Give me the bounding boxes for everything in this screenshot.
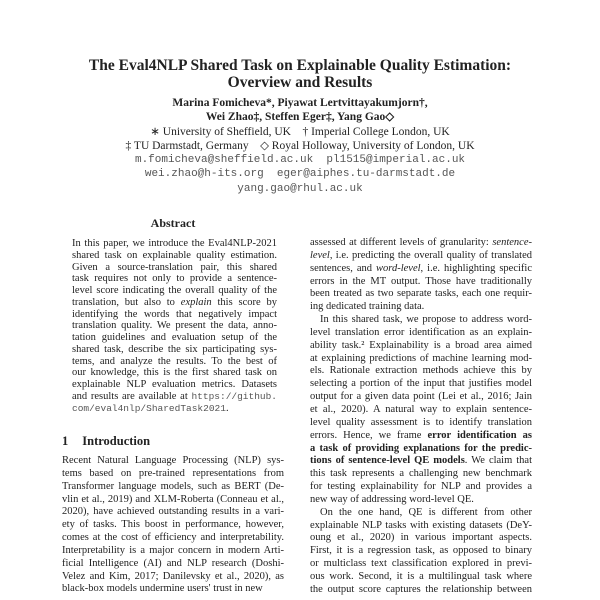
email-line: yang.gao@rhul.ac.uk: [237, 182, 363, 195]
text-line: els. Rationale extraction methods achieve this by: [310, 365, 532, 377]
text-line: black-box models undermine users' trust in new: [62, 583, 263, 595]
text-line: new way of addressing word-level QE.: [310, 493, 474, 505]
text-line: shared task, describe the six participating sys-: [72, 343, 277, 355]
text-line: a task of providing explanations for the predic-: [310, 442, 532, 454]
text-line: ficial Intelligence (AI) and NLP research (Doshi-: [62, 557, 284, 569]
text-line: the output score captures the relationship between: [310, 583, 532, 595]
text-line: errors. Hence, we frame error identification as: [310, 429, 532, 441]
text-line: In this paper, we introduce the Eval4NLP-2021: [72, 238, 277, 249]
text-line: level, i.e. predicting the overall quality of translated: [310, 249, 532, 261]
right-column-body: [310, 237, 532, 597]
authors-line: Marina Fomicheva*, Piyawat Lertvittayakumjorn†,: [172, 97, 428, 109]
text-line: tems based on pre-trained representations from: [62, 467, 284, 479]
text-line: errors in the MT output. Those have traditionally: [310, 275, 532, 287]
section-heading: [62, 434, 164, 448]
text-line: Given a source-translation pair, this shared: [72, 261, 277, 273]
text-line: Velez and Kim, 2017; Danilevsky et al., 2020), as: [62, 570, 284, 582]
text-line: ety of tasks. This boost in performance, however,: [62, 519, 284, 531]
text-line: and results are available at https://github.: [72, 390, 277, 402]
text-line: translation quality. We present the data, anno-: [72, 320, 277, 332]
text-line: assessed at different levels of granularity: sentence-: [310, 237, 532, 248]
text-line: vlin et al., 2019) and XLM-Roberta (Conneau et al.,: [62, 493, 284, 505]
text-line: et al., 2020). A natural way to explain sentence-: [310, 403, 532, 415]
email-line: m.fomicheva@sheffield.ac.uk pl1515@imperial.ac.uk: [134, 154, 466, 167]
author-block: [0, 96, 600, 196]
text-line: for testing explainability for NLP and provides a: [310, 481, 532, 493]
email-line: wei.zhao@h-its.org eger@aiphes.tu-darmstadt.de: [144, 168, 456, 181]
text-line: level quality assessment is to identify translation: [310, 416, 532, 428]
text-line: translation, but also to explain this score by: [72, 296, 278, 308]
text-line: ing dedicated training data.: [310, 301, 425, 313]
text-line: selecting a portion of the input that justifies model: [310, 378, 532, 390]
text-line: level score indicating the overall quality of the: [72, 285, 277, 296]
text-line: oung et al., 2020) in various important aspects.: [310, 532, 532, 544]
text-line: this task represents a challenging new benchmark: [310, 468, 532, 480]
introduction-body: [62, 455, 284, 596]
affiliation-line: ∗ University of Sheffield, UK † Imperial College London, UK: [150, 125, 450, 138]
text-line: output for a given data point (Lei et al., 2016; Jain: [310, 391, 532, 403]
text-line: tation guidelines and evaluation setup of the: [72, 332, 277, 343]
text-line: shared task on explainable quality estimation.: [72, 249, 277, 261]
text-line: 2020), have achieved outstanding results in a vari-: [62, 506, 284, 518]
text-line: explainable NLP evaluation metrics. Datasets: [72, 379, 277, 390]
title-line: The Eval4NLP Shared Task on Explainable Quality Estimation:: [88, 57, 512, 74]
text-line: identifying the words that negatively impact: [72, 308, 277, 320]
section-title: Introduction: [82, 434, 151, 448]
authors-line: Wei Zhao‡, Steffen Eger‡, Yang Gao◇: [205, 111, 395, 124]
text-line: ability task.² Explainability is a broad area aimed: [310, 339, 532, 351]
text-line: In this shared task, we propose to address word-: [320, 314, 532, 326]
abstract-body: [72, 238, 277, 414]
text-line: comes at the cost of efficiency and interpretability.: [62, 532, 284, 544]
text-line: been treated as two separate tasks, each one requir-: [310, 288, 532, 300]
title-line: Overview and Results: [227, 74, 373, 91]
text-line: On the one hand, QE is different from other: [320, 506, 532, 518]
text-line: com/eval4nlp/SharedTask2021.: [72, 402, 229, 414]
text-line: Transformer language models, such as BERT (De-: [62, 480, 284, 492]
text-line: Recent Natural Language Processing (NLP) sys-: [62, 455, 284, 466]
abstract-heading: Abstract: [150, 216, 196, 230]
text-line: or multiclass text classification explored in previ-: [310, 558, 532, 570]
text-line: sentences, and word-level, i.e. highlighting specific: [310, 262, 532, 274]
text-line: tems, and analyze the results. To the best of: [72, 355, 277, 367]
text-line: First, it is a regression task, as opposed to binary: [310, 545, 532, 557]
section-number: 1: [62, 434, 69, 448]
text-line: our knowledge, this is the first shared task on: [72, 367, 277, 379]
text-line: level translation error identification as an explain-: [310, 326, 532, 338]
text-line: task requires not only to provide a sentence-: [72, 273, 277, 285]
text-line: tions of sentence-level QE models. We claim that: [310, 455, 533, 467]
affiliation-line: ‡ TU Darmstadt, Germany ◇ Royal Holloway, University of London, UK: [125, 139, 475, 152]
text-line: at explaining predictions of machine learning mod-: [310, 352, 532, 364]
text-line: ous work. Second, it is a multilingual task where: [310, 570, 532, 582]
text-line: explainable NLP tasks with existing datasets (DeY-: [310, 519, 532, 531]
text-line: Interpretability is a major concern in modern Arti-: [62, 544, 284, 556]
paper-title: [0, 57, 600, 91]
